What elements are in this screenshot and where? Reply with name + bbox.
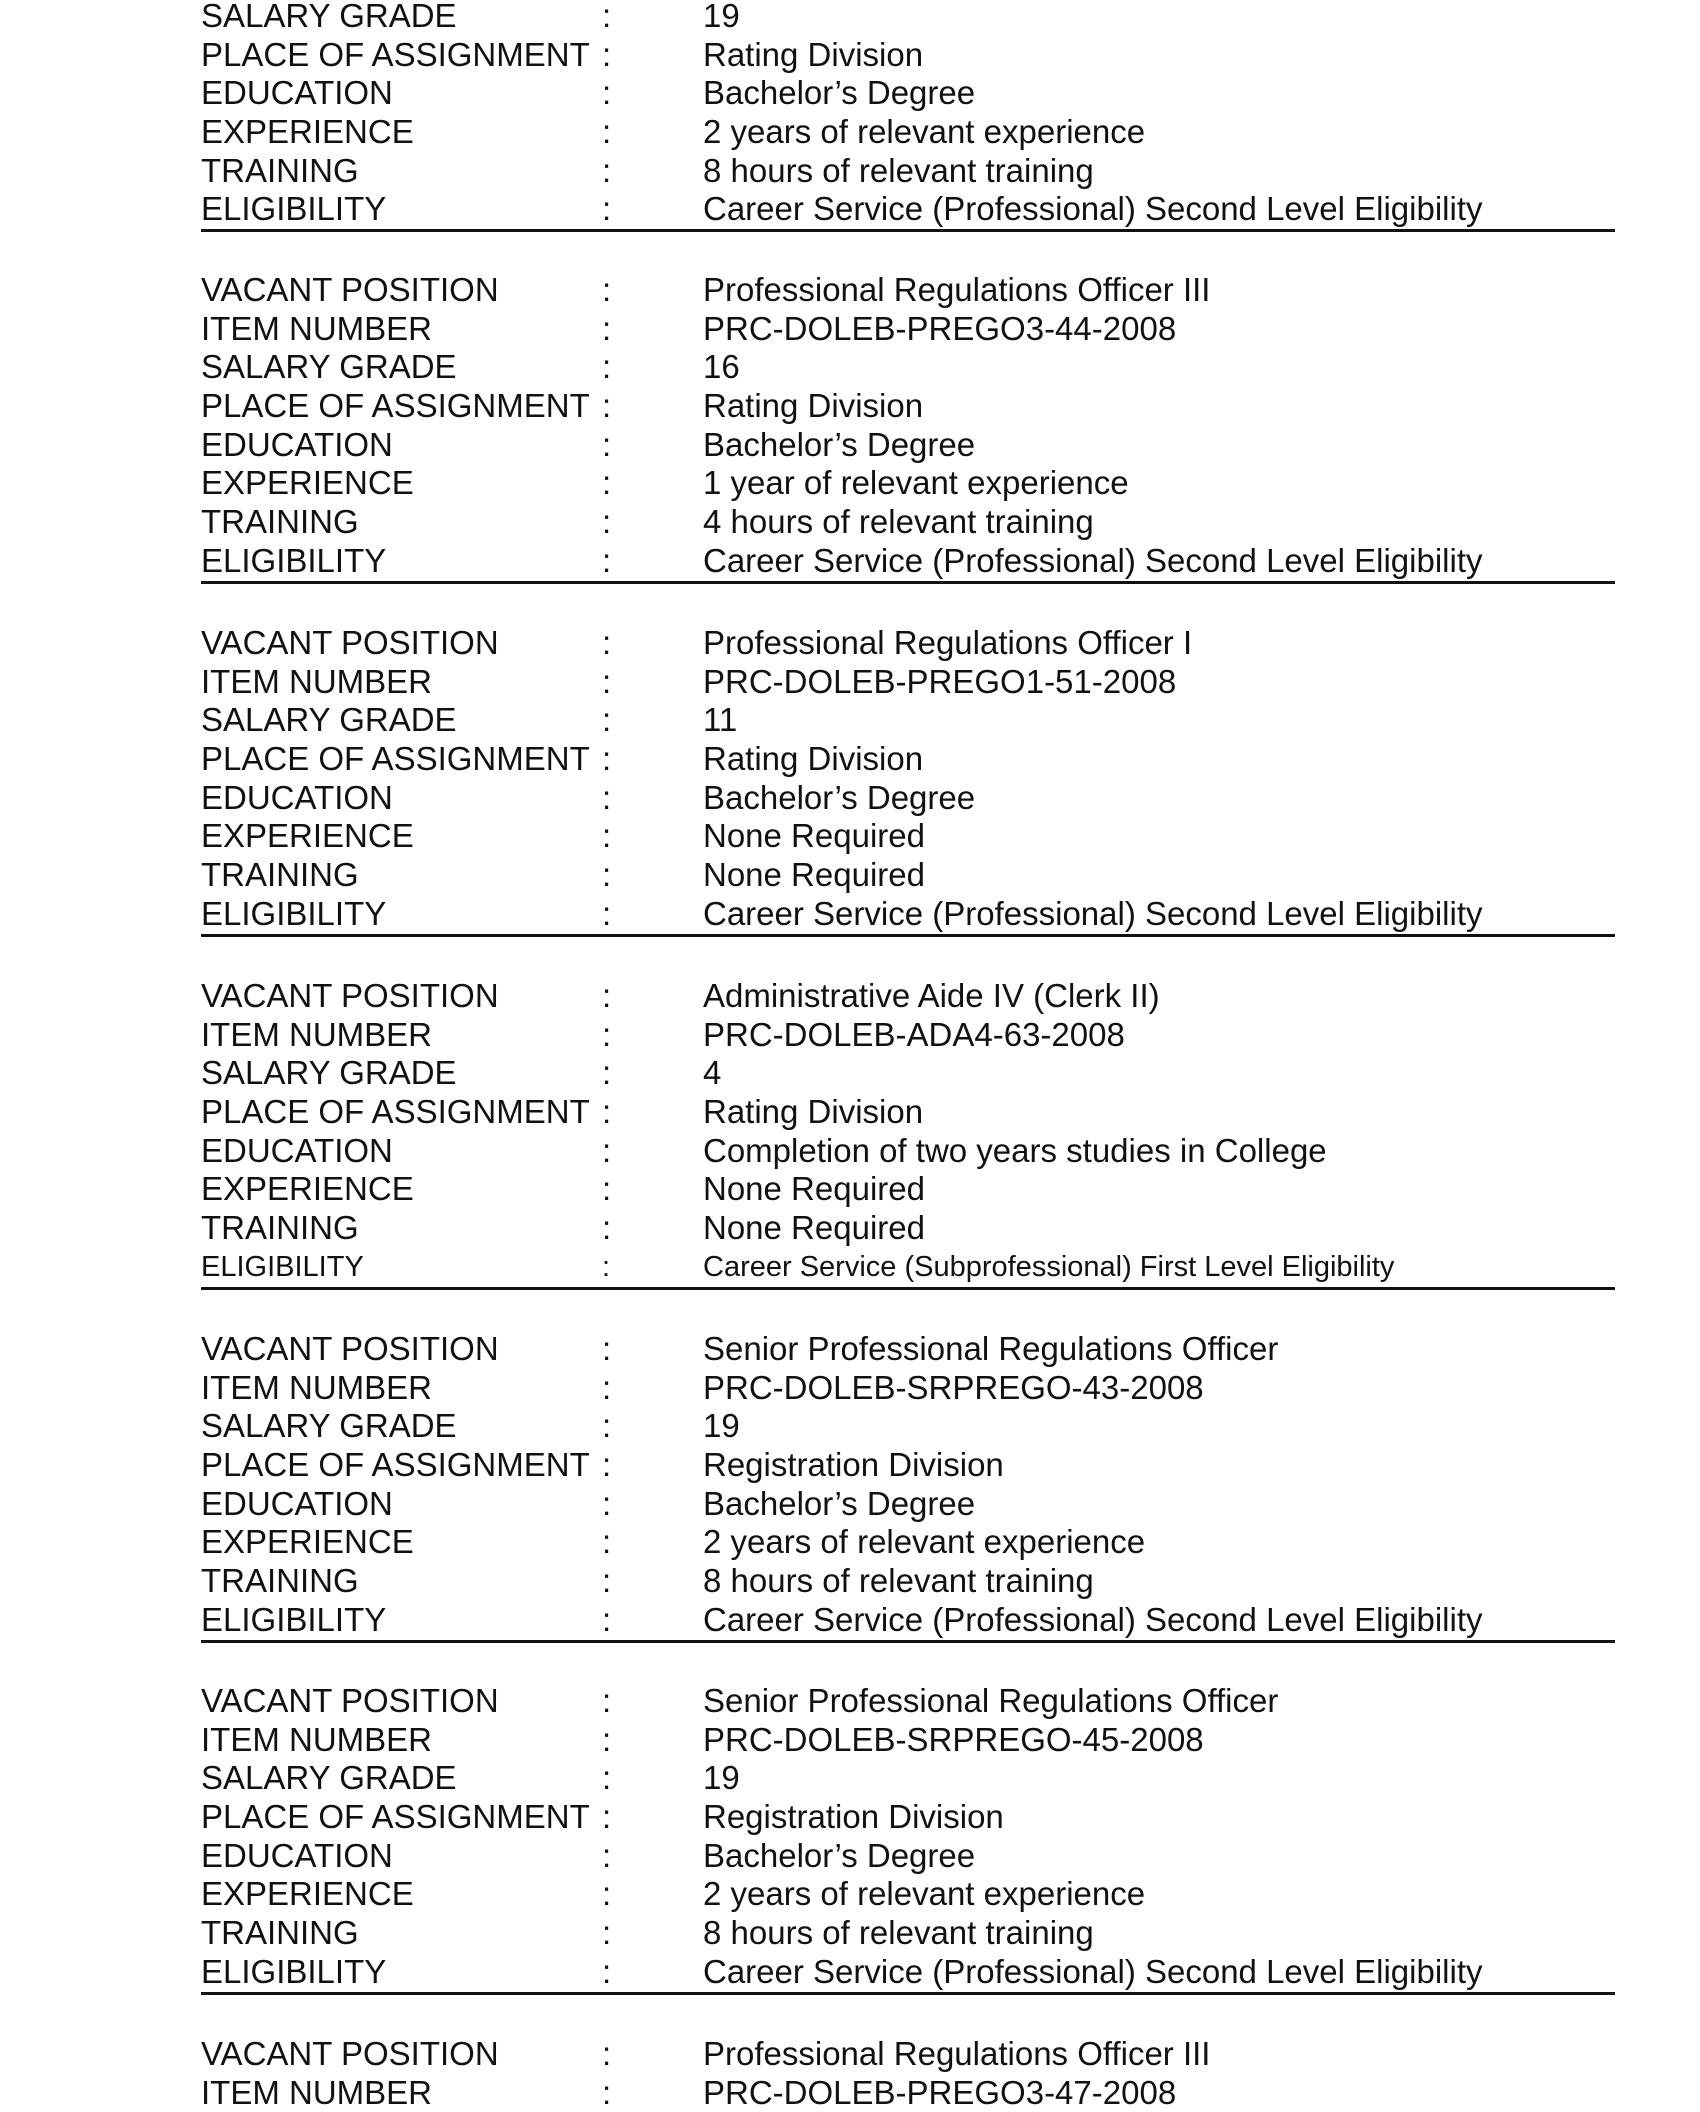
field-separator: : — [602, 151, 612, 189]
field-value: Career Service (Subprofessional) First Level Eligibility — [703, 1250, 1395, 1283]
field-separator: : — [602, 1798, 612, 1836]
field-value: None Required — [703, 856, 925, 894]
field-separator: : — [602, 113, 612, 151]
field-separator: : — [602, 2035, 612, 2072]
field-value: Completion of two years studies in College — [703, 1131, 1327, 1169]
field-value: 8 hours of relevant training — [703, 1562, 1094, 1600]
field-row — [201, 36, 1615, 75]
field-label: EXPERIENCE — [201, 1875, 414, 1913]
field-separator: : — [602, 1330, 612, 1367]
field-value: Bachelor’s Degree — [703, 74, 976, 112]
field-separator: : — [602, 35, 612, 73]
field-separator: : — [602, 2073, 612, 2111]
field-label: EDUCATION — [201, 1836, 393, 1874]
field-separator: : — [602, 1914, 612, 1952]
field-separator: : — [602, 1015, 612, 1053]
field-value: 19 — [703, 0, 740, 34]
field-separator: : — [602, 1131, 612, 1169]
field-label: VACANT POSITION — [201, 624, 499, 661]
field-label: EDUCATION — [201, 778, 393, 816]
field-separator: : — [602, 1523, 612, 1561]
field-separator: : — [602, 464, 612, 502]
field-row — [201, 663, 1615, 702]
field-separator: : — [602, 856, 612, 894]
field-separator: : — [602, 541, 612, 579]
field-label: SALARY GRADE — [201, 0, 457, 34]
field-label: ELIGIBILITY — [201, 541, 387, 579]
field-row — [201, 1914, 1615, 1953]
field-separator: : — [602, 1209, 612, 1247]
field-separator: : — [602, 1250, 611, 1283]
field-row — [201, 1875, 1615, 1914]
field-separator: : — [602, 1407, 612, 1445]
field-label: PLACE OF ASSIGNMENT — [201, 1798, 590, 1836]
field-value: 2 years of relevant experience — [703, 113, 1146, 151]
field-row — [201, 2035, 1615, 2074]
field-separator: : — [602, 624, 612, 661]
field-separator: : — [602, 1093, 612, 1131]
position-block — [201, 271, 1615, 584]
field-row — [201, 977, 1615, 1016]
field-value: 2 years of relevant experience — [703, 1523, 1146, 1561]
field-label: ITEM NUMBER — [201, 2073, 432, 2111]
field-value: Rating Division — [703, 740, 924, 778]
field-row — [201, 1446, 1615, 1485]
field-label: PLACE OF ASSIGNMENT — [201, 35, 590, 73]
field-separator: : — [602, 778, 612, 816]
field-row — [201, 1209, 1615, 1248]
field-row — [201, 701, 1615, 740]
field-label: ITEM NUMBER — [201, 1015, 432, 1053]
field-value: Senior Professional Regulations Officer — [703, 1330, 1279, 1367]
field-separator: : — [602, 1759, 612, 1797]
field-separator: : — [602, 309, 612, 347]
field-separator: : — [602, 387, 612, 425]
field-value: Professional Regulations Officer III — [703, 271, 1211, 308]
field-separator: : — [602, 1170, 612, 1208]
field-value: Career Service (Professional) Second Level Eligibility — [703, 894, 1483, 932]
field-row — [201, 271, 1615, 310]
field-separator: : — [602, 1875, 612, 1913]
field-label: TRAINING — [201, 1914, 359, 1952]
field-label: EXPERIENCE — [201, 817, 414, 855]
field-label: TRAINING — [201, 1562, 359, 1600]
field-row — [201, 310, 1615, 349]
field-value: Bachelor’s Degree — [703, 1836, 976, 1874]
field-label: SALARY GRADE — [201, 348, 457, 386]
field-label: VACANT POSITION — [201, 1682, 499, 1719]
field-label: TRAINING — [201, 856, 359, 894]
field-value: Career Service (Professional) Second Level Eligibility — [703, 1600, 1483, 1638]
field-value: 4 — [703, 1054, 722, 1092]
field-value: Rating Division — [703, 387, 924, 425]
field-label: EDUCATION — [201, 74, 393, 112]
field-separator: : — [602, 817, 612, 855]
field-row — [201, 1248, 1615, 1287]
field-value: Administrative Aide IV (Clerk II) — [703, 977, 1160, 1014]
field-label: ITEM NUMBER — [201, 1368, 432, 1406]
field-row — [201, 779, 1615, 818]
field-value: 16 — [703, 348, 740, 386]
field-value: 11 — [703, 701, 738, 739]
field-separator: : — [602, 1600, 612, 1638]
field-separator: : — [602, 348, 612, 386]
field-value: 19 — [703, 1759, 740, 1797]
field-label: ELIGIBILITY — [201, 1250, 364, 1283]
field-row — [201, 1369, 1615, 1408]
field-value: 1 year of relevant experience — [703, 464, 1129, 502]
field-value: PRC-DOLEB-SRPREGO-45-2008 — [703, 1720, 1204, 1758]
field-row — [201, 1562, 1615, 1601]
field-row — [201, 1721, 1615, 1760]
field-row — [201, 1601, 1615, 1640]
field-separator: : — [602, 1720, 612, 1758]
position-block — [201, 1682, 1615, 1995]
field-row — [201, 503, 1615, 542]
field-label: VACANT POSITION — [201, 977, 499, 1014]
field-value: 2 years of relevant experience — [703, 1875, 1146, 1913]
field-separator: : — [602, 503, 612, 541]
field-row — [201, 74, 1615, 113]
field-row — [201, 1953, 1615, 1992]
field-label: TRAINING — [201, 151, 359, 189]
field-separator: : — [602, 1484, 612, 1522]
field-separator: : — [602, 1952, 612, 1990]
field-row — [201, 426, 1615, 465]
field-label: ITEM NUMBER — [201, 662, 432, 700]
field-label: PLACE OF ASSIGNMENT — [201, 1093, 590, 1131]
field-value: Professional Regulations Officer I — [703, 624, 1193, 661]
field-value: None Required — [703, 1209, 925, 1247]
field-row — [201, 113, 1615, 152]
field-value: PRC-DOLEB-SRPREGO-43-2008 — [703, 1368, 1204, 1406]
field-label: SALARY GRADE — [201, 701, 457, 739]
field-label: SALARY GRADE — [201, 1407, 457, 1445]
field-value: Registration Division — [703, 1446, 1004, 1484]
field-value: None Required — [703, 1170, 925, 1208]
field-row — [201, 348, 1615, 387]
position-block — [201, 624, 1615, 937]
field-separator: : — [602, 1054, 612, 1092]
field-label: VACANT POSITION — [201, 1330, 499, 1367]
field-separator: : — [602, 190, 612, 228]
field-label: PLACE OF ASSIGNMENT — [201, 387, 590, 425]
field-row — [201, 2074, 1615, 2112]
field-label: SALARY GRADE — [201, 1054, 457, 1092]
field-value: 8 hours of relevant training — [703, 151, 1094, 189]
field-value: Rating Division — [703, 1093, 924, 1131]
field-separator: : — [602, 0, 612, 34]
field-row — [201, 1330, 1615, 1369]
field-value: 4 hours of relevant training — [703, 503, 1094, 541]
field-label: EDUCATION — [201, 425, 393, 463]
field-value: None Required — [703, 817, 925, 855]
field-value: Bachelor’s Degree — [703, 1484, 976, 1522]
position-block — [201, 2035, 1615, 2112]
field-value: 19 — [703, 1407, 740, 1445]
field-separator: : — [602, 74, 612, 112]
field-value: PRC-DOLEB-PREGO3-44-2008 — [703, 309, 1177, 347]
field-label: TRAINING — [201, 503, 359, 541]
field-row — [201, 464, 1615, 503]
field-label: ELIGIBILITY — [201, 1952, 387, 1990]
position-block — [201, 0, 1615, 232]
field-row — [201, 1682, 1615, 1721]
field-separator: : — [602, 894, 612, 932]
field-label: SALARY GRADE — [201, 1759, 457, 1797]
field-label: VACANT POSITION — [201, 2035, 499, 2072]
field-row — [201, 1170, 1615, 1209]
field-row — [201, 740, 1615, 779]
field-row — [201, 1407, 1615, 1446]
field-label: ELIGIBILITY — [201, 190, 387, 228]
field-label: VACANT POSITION — [201, 271, 499, 308]
field-value: Professional Regulations Officer III — [703, 2035, 1211, 2072]
field-separator: : — [602, 977, 612, 1014]
field-value: Senior Professional Regulations Officer — [703, 1682, 1279, 1719]
field-row — [201, 542, 1615, 581]
field-row — [201, 1837, 1615, 1876]
field-label: ELIGIBILITY — [201, 1600, 387, 1638]
field-separator: : — [602, 1682, 612, 1719]
field-row — [201, 856, 1615, 895]
field-label: EDUCATION — [201, 1131, 393, 1169]
field-separator: : — [602, 740, 612, 778]
field-row — [201, 387, 1615, 426]
field-separator: : — [602, 1836, 612, 1874]
field-row — [201, 190, 1615, 229]
field-row — [201, 1523, 1615, 1562]
field-row — [201, 624, 1615, 663]
position-block — [201, 1330, 1615, 1643]
field-separator: : — [602, 1368, 612, 1406]
field-label: PLACE OF ASSIGNMENT — [201, 740, 590, 778]
field-value: 8 hours of relevant training — [703, 1914, 1094, 1952]
field-value: Career Service (Professional) Second Level Eligibility — [703, 541, 1483, 579]
field-separator: : — [602, 701, 612, 739]
field-value: Bachelor’s Degree — [703, 425, 976, 463]
field-row — [201, 895, 1615, 934]
field-row — [201, 1016, 1615, 1055]
field-value: PRC-DOLEB-PREGO1-51-2008 — [703, 662, 1177, 700]
field-row — [201, 1798, 1615, 1837]
field-label: EXPERIENCE — [201, 464, 414, 502]
field-label: ELIGIBILITY — [201, 894, 387, 932]
field-row — [201, 0, 1615, 36]
field-label: EDUCATION — [201, 1484, 393, 1522]
field-label: EXPERIENCE — [201, 1170, 414, 1208]
field-label: ITEM NUMBER — [201, 309, 432, 347]
field-separator: : — [602, 271, 612, 308]
field-row — [201, 817, 1615, 856]
field-value: Registration Division — [703, 1798, 1004, 1836]
field-row — [201, 1054, 1615, 1093]
field-value: PRC-DOLEB-ADA4-63-2008 — [703, 1015, 1125, 1053]
field-label: EXPERIENCE — [201, 1523, 414, 1561]
field-row — [201, 1132, 1615, 1171]
field-label: EXPERIENCE — [201, 113, 414, 151]
field-value: Bachelor’s Degree — [703, 778, 976, 816]
field-separator: : — [602, 425, 612, 463]
field-value: PRC-DOLEB-PREGO3-47-2008 — [703, 2073, 1177, 2111]
field-label: TRAINING — [201, 1209, 359, 1247]
field-row — [201, 1485, 1615, 1524]
field-label: PLACE OF ASSIGNMENT — [201, 1446, 590, 1484]
field-value: Career Service (Professional) Second Level Eligibility — [703, 1952, 1483, 1990]
field-value: Career Service (Professional) Second Level Eligibility — [703, 190, 1483, 228]
field-row — [201, 1759, 1615, 1798]
field-label: ITEM NUMBER — [201, 1720, 432, 1758]
position-block — [201, 977, 1615, 1290]
field-separator: : — [602, 662, 612, 700]
field-value: Rating Division — [703, 35, 924, 73]
field-row — [201, 1093, 1615, 1132]
field-row — [201, 152, 1615, 191]
field-separator: : — [602, 1562, 612, 1600]
field-separator: : — [602, 1446, 612, 1484]
